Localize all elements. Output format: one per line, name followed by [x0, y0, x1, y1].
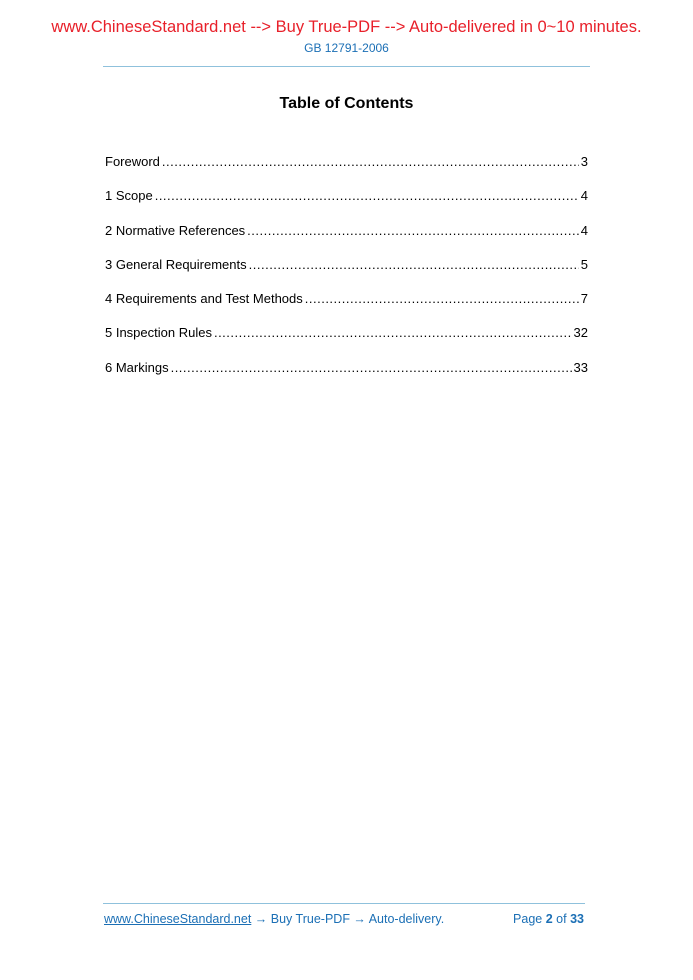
toc-entry-label: 1 Scope — [105, 188, 153, 204]
toc-dot-leader — [162, 154, 579, 169]
page-footer — [104, 912, 584, 926]
footer-divider — [103, 903, 585, 904]
standard-code: GB 12791-2006 — [304, 41, 389, 55]
footer-site-link[interactable]: www.ChineseStandard.net — [104, 912, 252, 926]
toc-entry-label: 2 Normative References — [105, 222, 246, 238]
toc-entry-page: 7 — [580, 291, 588, 307]
toc-entry-foreword[interactable] — [105, 154, 588, 188]
toc-entry-requirements-test-methods[interactable] — [105, 291, 588, 325]
toc-list — [105, 154, 588, 394]
toc-entry-page: 33 — [573, 359, 588, 375]
toc-dot-leader — [155, 188, 579, 203]
toc-dot-leader — [247, 223, 579, 238]
toc-entry-normative-references[interactable] — [105, 223, 588, 257]
toc-dot-leader — [214, 325, 572, 340]
header-divider — [103, 66, 590, 67]
toc-entry-label: 6 Markings — [105, 359, 169, 375]
toc-entry-page: 4 — [580, 222, 588, 238]
toc-entry-label: 4 Requirements and Test Methods — [105, 291, 303, 307]
toc-entry-page: 3 — [580, 154, 588, 169]
page-total: 33 — [570, 912, 584, 926]
toc-dot-leader — [249, 257, 579, 272]
toc-dot-leader — [305, 291, 579, 306]
toc-entry-scope[interactable] — [105, 188, 588, 222]
toc-entry-label: Foreword — [105, 154, 160, 169]
toc-entry-label: 5 Inspection Rules — [105, 325, 212, 341]
footer-delivery-text: → Buy True-PDF → Auto-delivery. — [254, 912, 445, 926]
toc-entry-page: 32 — [573, 325, 588, 341]
page-indicator — [513, 912, 584, 926]
toc-entry-label: 3 General Requirements — [105, 256, 247, 272]
page-of: of — [556, 912, 567, 926]
toc-entry-inspection-rules[interactable] — [105, 325, 588, 359]
page-current: 2 — [545, 912, 553, 926]
toc-title: Table of Contents — [279, 95, 414, 112]
toc-dot-leader — [171, 360, 572, 375]
toc-entry-page: 5 — [580, 256, 588, 272]
toc-entry-general-requirements[interactable] — [105, 257, 588, 291]
toc-entry-page: 4 — [580, 188, 588, 204]
toc-entry-markings[interactable] — [105, 360, 588, 394]
promo-banner: www.ChineseStandard.net --> Buy True-PDF --> Auto-delivered in 0~10 minutes. — [51, 18, 642, 36]
page-word: Page — [513, 912, 543, 926]
